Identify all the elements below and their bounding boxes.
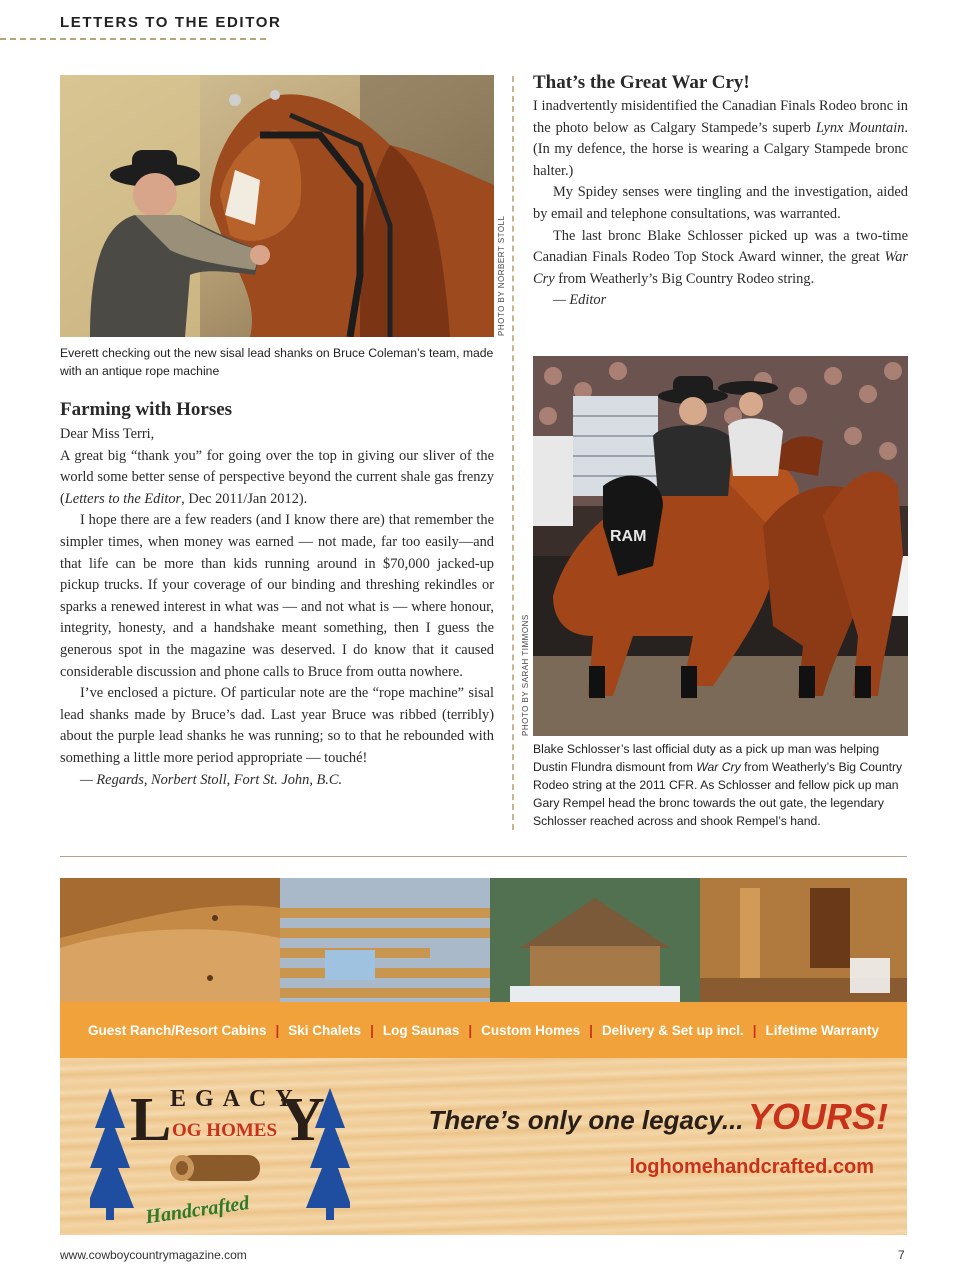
- paragraph: I’ve enclosed a picture. Of particular note are the “rope machine” sisal lead shanks made by Bruce’s dad. Last year Bruce was ribbed (terribly) about the purple lead shanks he was running; so to that he rebounded with something a little more period appropriate — touché!: [60, 685, 494, 766]
- ad-photo-strip: [60, 878, 907, 1002]
- svg-text:OG HOMES: OG HOMES: [172, 1120, 278, 1141]
- paragraph: A great big “thank you” for going over the top in giving our sliver of the world some better sense of perspective beyond the current shale gas frenzy (Letters to the Editor, Dec 2011/Jan 2012).: [60, 447, 494, 507]
- advertisement[interactable]: [60, 878, 907, 1235]
- section-rule: [0, 38, 266, 40]
- photo-caption-left: Everett checking out the new sisal lead shanks on Bruce Coleman’s team, made with an antique rope machine: [60, 346, 494, 378]
- ad-url[interactable]: loghomehandcrafted.com: [629, 1156, 874, 1178]
- paragraph: My Spidey senses were tingling and the investigation, aided by email and telephone consultations, was warranted.: [533, 184, 908, 222]
- banner-item: Guest Ranch/Resort Cabins: [87, 1022, 267, 1038]
- rodeo-photo: [533, 356, 908, 736]
- article-headline-right: That’s the Great War Cry!: [533, 72, 750, 93]
- photo-caption-right: Blake Schlosser’s last official duty as a pick up man was helping Dustin Flundra dismount from War Cry from Weatherly’s Big Country Rodeo string at the 2011 CFR. As Schlosser and fellow pick up man Gary Rempel head the bronc towards the out gate, the legendary Schlosser reached across and shook Rempel’s hand.: [533, 742, 903, 828]
- article-body-left: [60, 424, 494, 791]
- svg-text:Handcrafted: Handcrafted: [144, 1192, 251, 1229]
- tagline-yours: YOURS!: [747, 1096, 888, 1137]
- article-body-right: [533, 96, 908, 312]
- svg-text:RAM: RAM: [610, 528, 647, 545]
- section-label: LETTERS TO THE EDITOR: [60, 14, 282, 31]
- banner-item: Log Saunas: [382, 1022, 460, 1038]
- svg-text:EGACY: EGACY: [170, 1086, 302, 1112]
- signature: — Regards, Norbert Stoll, Fort St. John, B.C.: [80, 771, 343, 788]
- salutation: Dear Miss Terri,: [60, 426, 155, 442]
- ad-banner: Guest Ranch/Resort Cabins | Ski Chalets | Log Saunas | Custom Homes | Delivery & Set up incl. | Lifetime Warranty: [60, 1002, 907, 1058]
- photo-credit-left: PHOTO BY NORBERT STOLL: [497, 215, 506, 336]
- photo-credit-right: PHOTO BY SARAH TIMMONS: [521, 614, 530, 736]
- svg-text:Y: Y: [280, 1086, 325, 1154]
- article-headline-left: Farming with Horses: [60, 399, 233, 420]
- column-divider: [512, 76, 514, 830]
- paragraph: The last bronc Blake Schlosser picked up was a two-time Canadian Finals Rodeo Top Stock Award winner, the great War Cry from Weatherly’s Big Country Rodeo string.: [533, 227, 908, 287]
- svg-text:L: L: [130, 1086, 172, 1154]
- ad-divider: [60, 856, 907, 857]
- ad-tagline: [398, 1096, 888, 1138]
- banner-item: Lifetime Warranty: [765, 1022, 880, 1038]
- banner-item: Ski Chalets: [288, 1022, 362, 1038]
- horse-team-photo: [60, 75, 494, 337]
- page-number: 7: [898, 1248, 905, 1262]
- ad-wood-panel: [60, 1058, 907, 1235]
- paragraph: I hope there are a few readers (and I know there are) that remember the simpler times, when money was earned — not made, far too easily—and that life can be more than kids running around in $70,000 jacked-up pickup trucks. If your coverage of our binding and threshing rekindles or sparks a renewed interest in what was — and not what is — where honour, integrity, honesty, and a handshake meant something, then I guess the generous spot in the magazine was deserved. I do know that it caused considerable discussion and phone calls to Bruce from outta nowhere.: [60, 512, 494, 680]
- banner-item: Delivery & Set up incl.: [601, 1022, 744, 1038]
- banner-item: Custom Homes: [481, 1022, 581, 1038]
- tagline-text: There’s only one legacy...: [428, 1105, 744, 1135]
- signature: — Editor: [553, 292, 607, 309]
- legacy-logo: [90, 1058, 350, 1235]
- paragraph: I inadvertently misidentified the Canadian Finals Rodeo bronc in the photo below as Calgary Stampede’s superb Lynx Mountain. (In my defence, the horse is wearing a Calgary Stampede bronc halter.): [533, 98, 909, 179]
- footer-url[interactable]: www.cowboycountrymagazine.com: [60, 1248, 247, 1262]
